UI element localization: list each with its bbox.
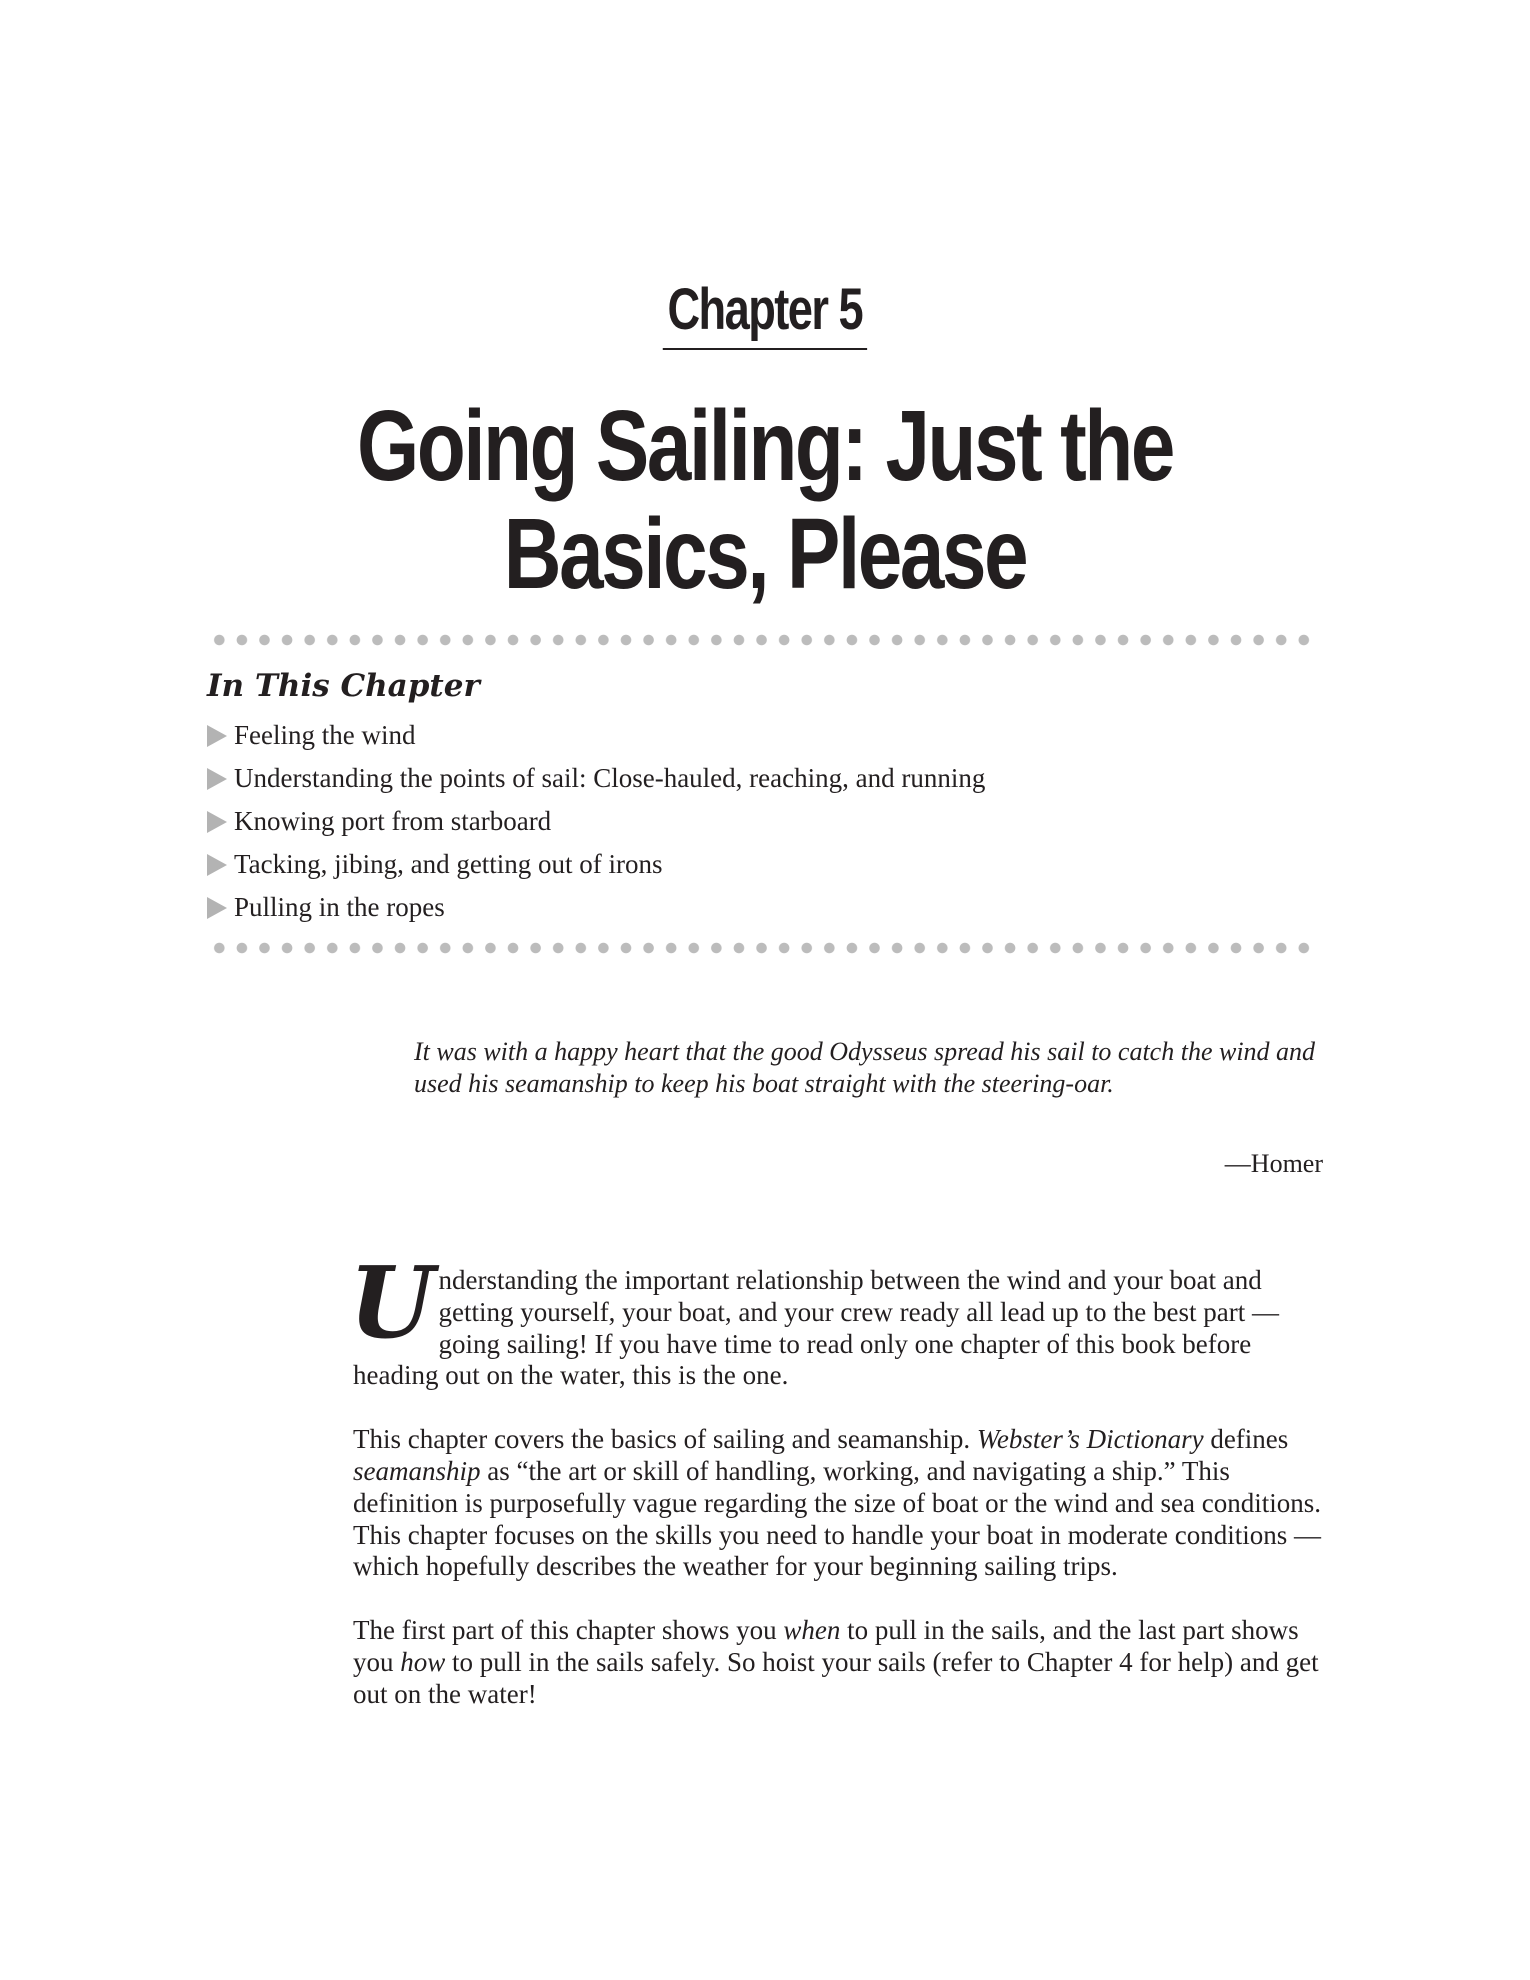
chapter-title: [153, 392, 1377, 608]
list-item: Tacking, jibing, and getting out of irons: [207, 843, 985, 886]
chapter-number: [0, 278, 1530, 350]
bullet-arrow-icon: [207, 725, 227, 747]
chapter-number-text: Chapter 5: [663, 278, 867, 350]
bullet-arrow-icon: [207, 811, 227, 833]
list-item: Feeling the wind: [207, 714, 985, 757]
bullet-arrow-icon: [207, 897, 227, 919]
bullet-arrow-icon: [207, 854, 227, 876]
list-item: Pulling in the ropes: [207, 886, 985, 929]
in-this-chapter-heading: In This Chapter: [207, 668, 480, 704]
dotted-divider-top: [208, 634, 1318, 646]
dotted-divider-bottom: [208, 942, 1318, 954]
paragraph-overview: The first part of this chapter shows you when to pull in the sails, and the last part shows you how to pull in the sails safely. So hoist your sails (refer to Chapter 4 for help) and get out on the water!: [353, 1615, 1319, 1709]
list-item: Understanding the points of sail: Close-hauled, reaching, and running: [207, 757, 985, 800]
epigraph-quote: It was with a happy heart that the good Odysseus spread his sail to catch the wind and used his seamanship to keep his boat straight with the steering-oar.: [414, 1037, 1316, 1098]
chapter-title-line-2: Basics, Please: [503, 498, 1027, 610]
drop-cap: U: [349, 1246, 435, 1361]
body-text: [349, 1246, 1333, 1743]
paragraph-intro: Understanding the important relationship between the wind and your boat and getting yourself, your boat, and your crew ready all lead up to the best part — going sailing! If you have time to read only one chapter of this book before heading out on the water, this is the one.: [349, 1246, 1279, 1391]
list-item: Knowing port from starboard: [207, 800, 985, 843]
epigraph-attribution: —Homer: [1224, 1149, 1323, 1178]
bullet-arrow-icon: [207, 768, 227, 790]
paragraph-seamanship: This chapter covers the basics of sailing and seamanship. Webster’s Dictionary defines seamanship as “the art or skill of handling, working, and navigating a ship.” This definition is purposefully vague regarding the size of boat or the wind and sea conditions. This chapter focuses on the skills you need to handle your boat in moderate conditions — which hopefully describes the weather for your beginning sailing trips.: [353, 1424, 1322, 1582]
chapter-title-line-1: Going Sailing: Just the: [357, 390, 1173, 502]
in-this-chapter-list: [207, 714, 985, 929]
